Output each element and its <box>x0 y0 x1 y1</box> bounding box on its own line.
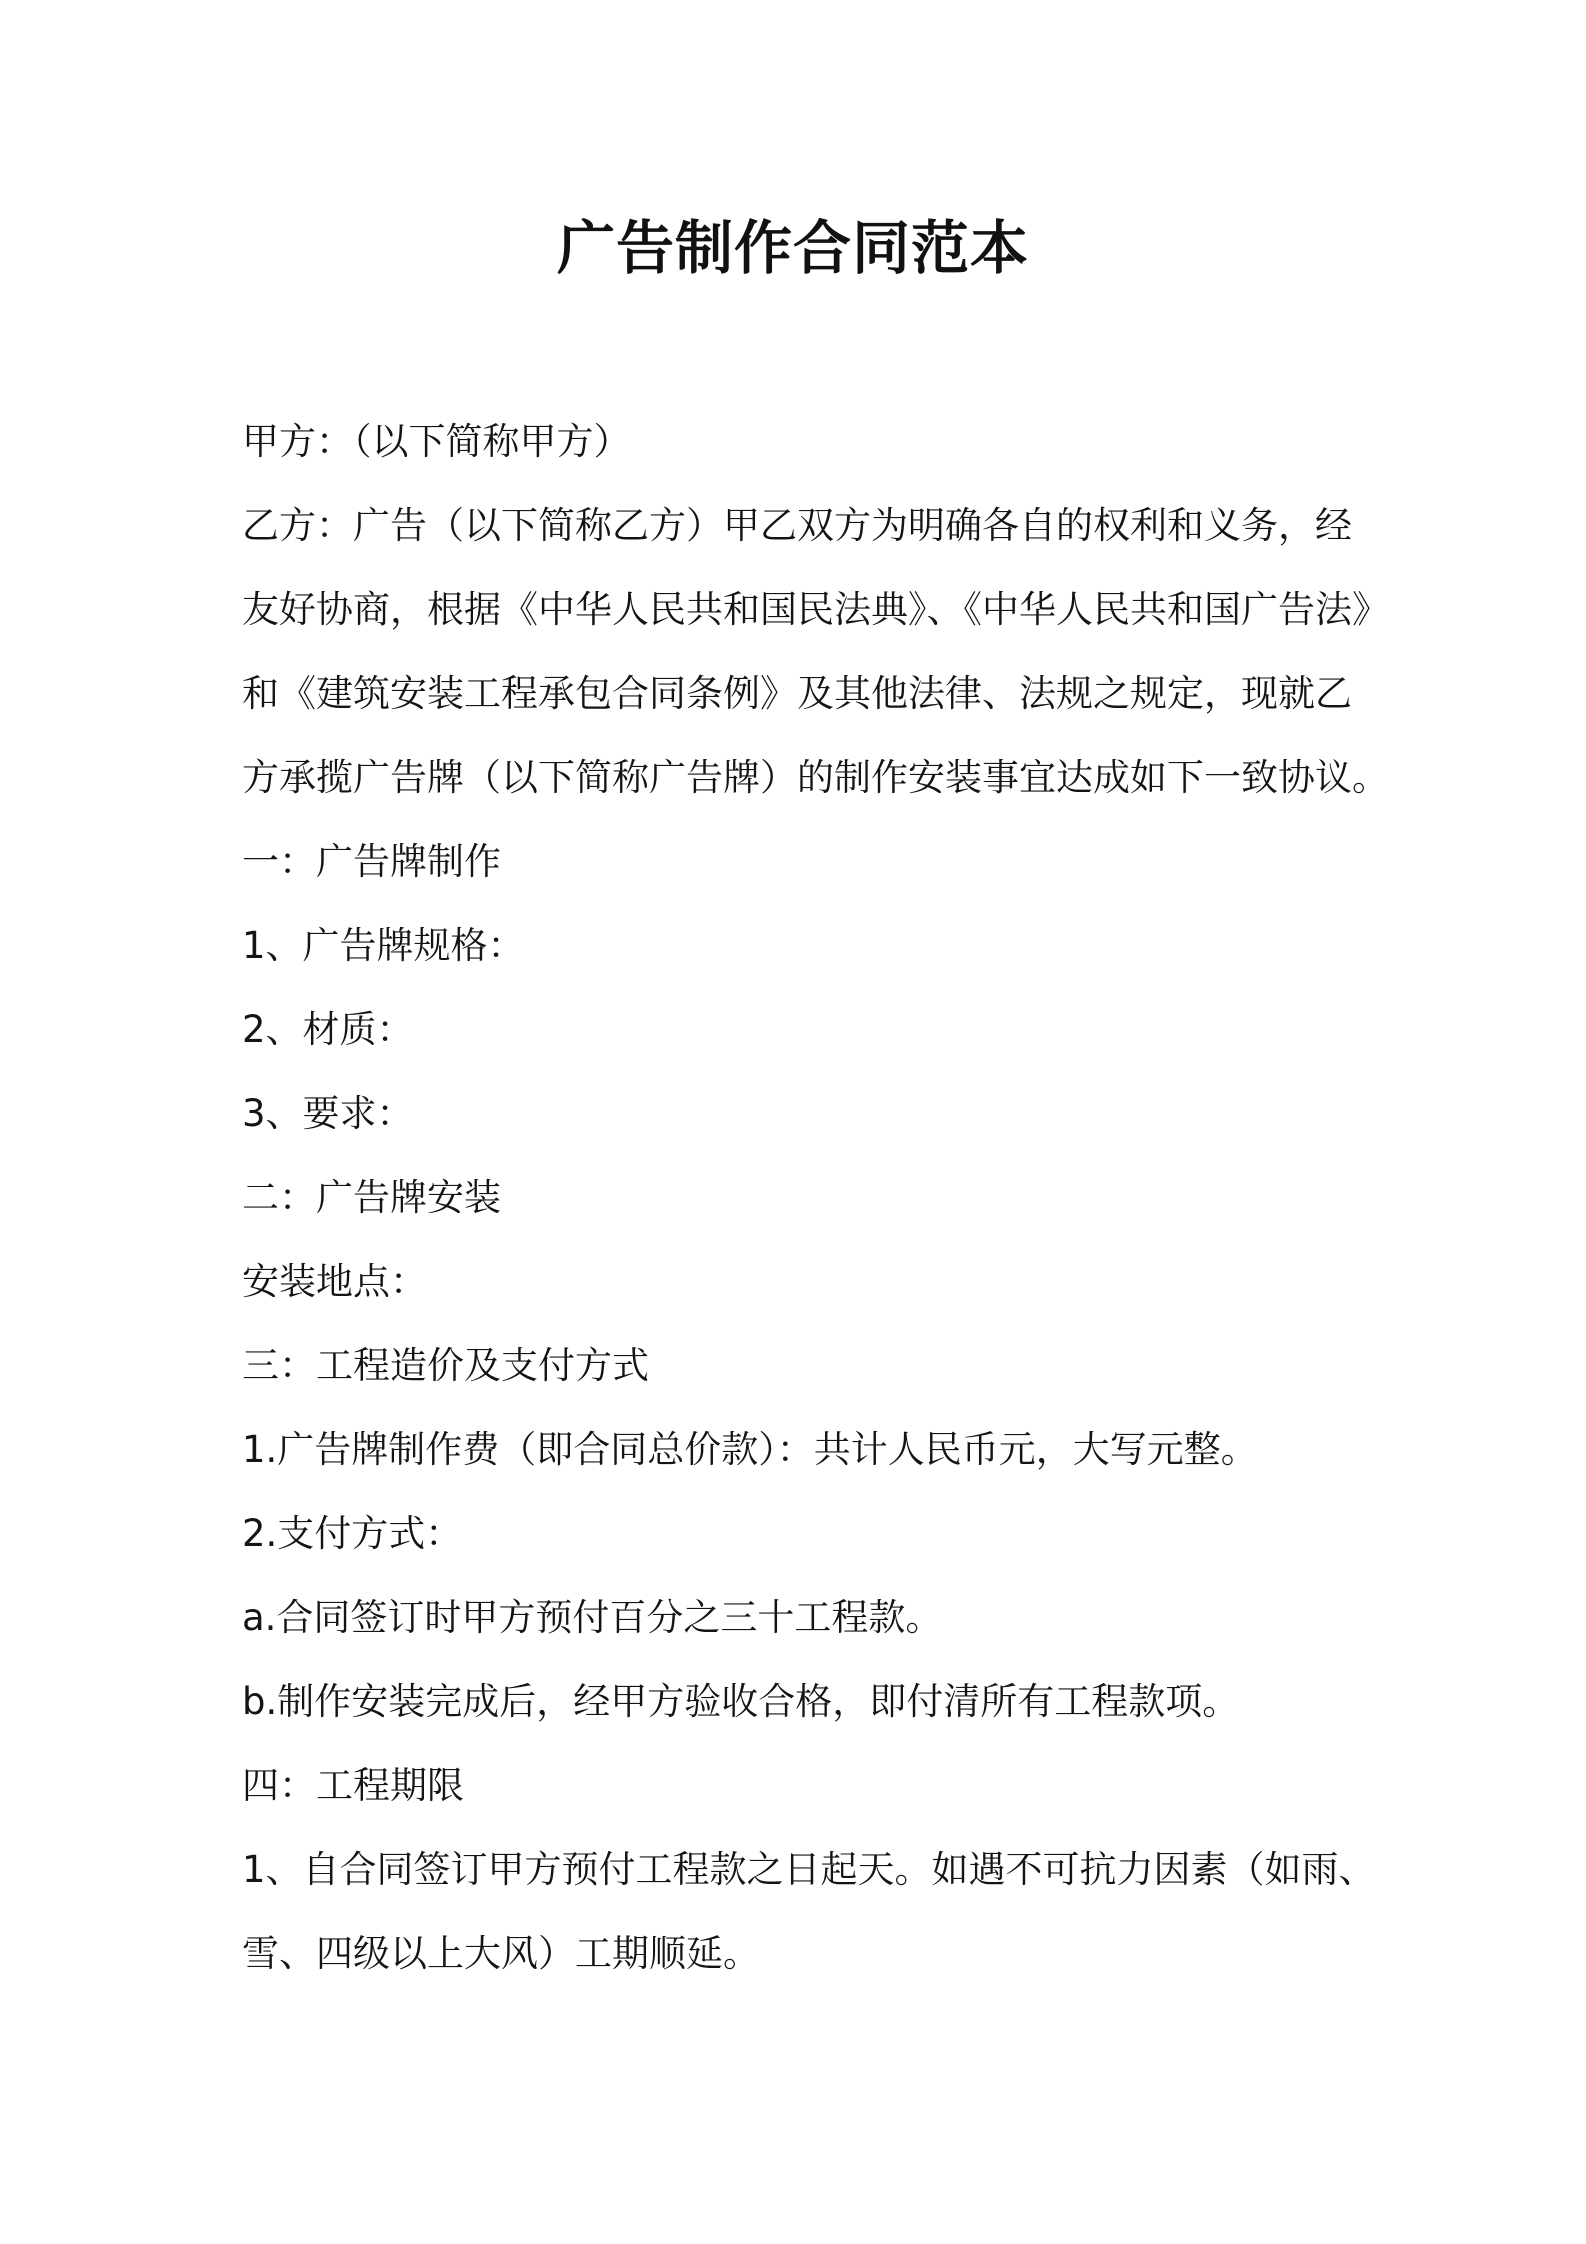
payment-item-a: a.合同签订时甲方预付百分之三十工程款。 <box>242 1596 943 1639</box>
party-b-paragraph-line-1: 乙方：广告（以下简称乙方）甲乙双方为明确各自的权利和义务，经 <box>242 504 1352 547</box>
party-b-paragraph-line-4: 方承揽广告牌（以下简称广告牌）的制作安装事宜达成如下一致协议。 <box>242 756 1389 799</box>
list-item-material: 2、材质： <box>242 1008 414 1051</box>
schedule-line-1: 1、自合同签订甲方预付工程款之日起天。如遇不可抗力因素（如雨、 <box>242 1848 1376 1891</box>
list-item-spec: 1、广告牌规格： <box>242 924 525 967</box>
install-location-line: 安装地点： <box>242 1260 427 1303</box>
party-b-paragraph-line-2: 友好协商，根据《中华人民共和国民法典》、《中华人民共和国广告法》 <box>242 588 1389 631</box>
section-heading-3: 三：工程造价及支付方式 <box>242 1344 649 1387</box>
document-title: 广告制作合同范本 <box>556 214 1029 282</box>
party-b-paragraph-line-3: 和《建筑安装工程承包合同条例》及其他法律、法规之规定，现就乙 <box>242 672 1352 715</box>
document-body <box>242 400 1389 1996</box>
list-item-requirements: 3、要求： <box>242 1092 414 1135</box>
section-heading-2: 二：广告牌安装 <box>242 1176 501 1219</box>
payment-item-b: b.制作安装完成后，经甲方验收合格，即付清所有工程款项。 <box>242 1680 1240 1723</box>
section-heading-1: 一：广告牌制作 <box>242 840 501 883</box>
payment-method-line: 2.支付方式： <box>242 1512 463 1555</box>
section-heading-4: 四：工程期限 <box>242 1764 464 1807</box>
fee-line: 1.广告牌制作费（即合同总价款）：共计人民币元，大写元整。 <box>242 1428 1258 1471</box>
party-a-line: 甲方：（以下简称甲方） <box>242 420 631 463</box>
schedule-line-2: 雪、四级以上大风）工期顺延。 <box>242 1932 760 1975</box>
